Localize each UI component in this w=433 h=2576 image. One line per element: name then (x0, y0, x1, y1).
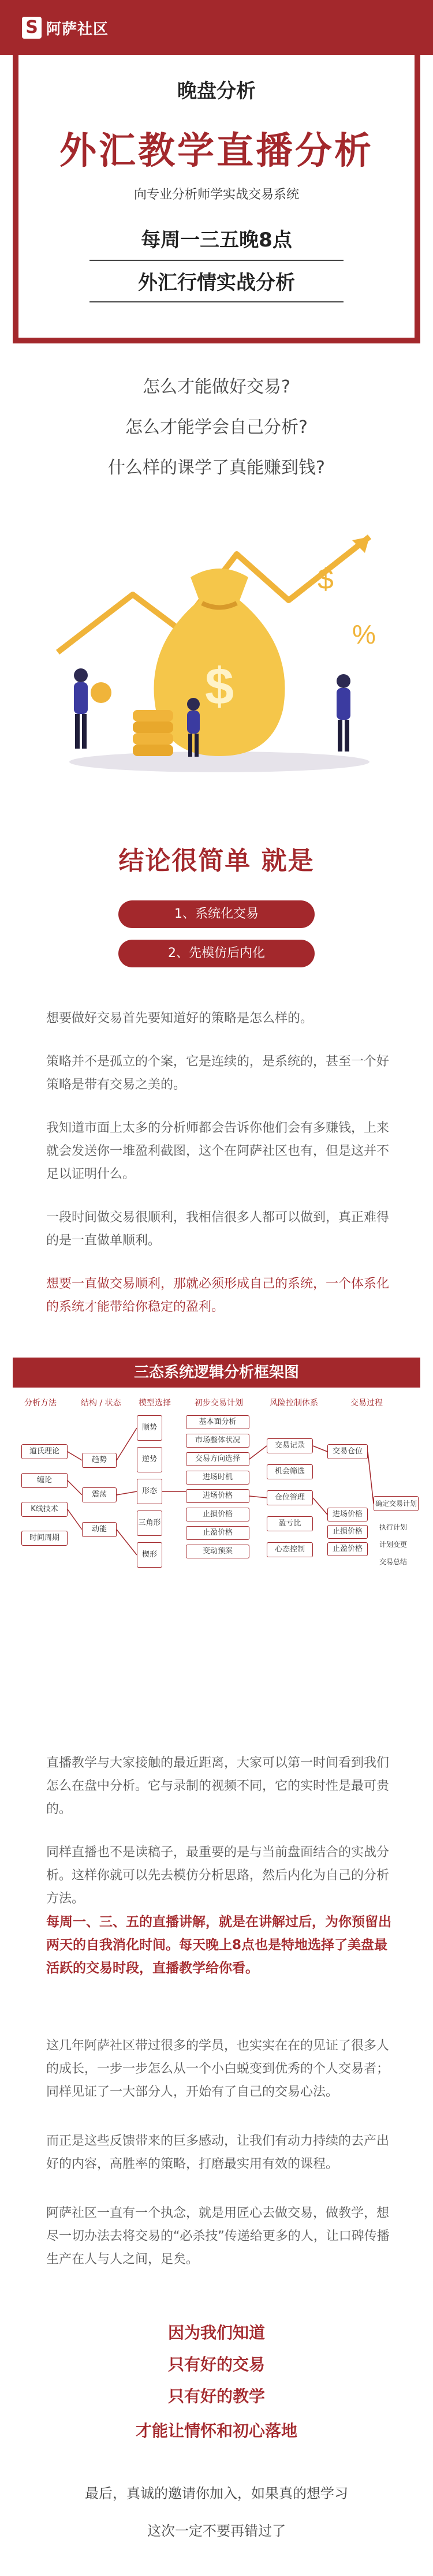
framework-box: 形态 (137, 1479, 162, 1504)
header-subtitle: 晚盘分析 (177, 80, 256, 103)
closing-line: 才能让情怀和初心落地 (135, 2421, 297, 2440)
framework-box: 三角形 (137, 1511, 162, 1536)
body-paragraph: 直播教学与大家接触的最近距离，大家可以第一时间看到我们怎么在盘中分析。它与录制的视频不同，它的实时性是最可贵的。 (46, 1756, 390, 1816)
framework-box: 趋势 (82, 1453, 117, 1468)
framework-box: K线技术 (21, 1502, 68, 1517)
divider (89, 260, 344, 261)
framework-box: 顺势 (137, 1415, 162, 1441)
closing-line: 只有好的教学 (167, 2387, 265, 2406)
column-heading: 模型选择 (139, 1399, 171, 1408)
question-3: 什么样的课学了真能赚到钱? (108, 458, 325, 478)
coin-stack-icon (133, 710, 173, 756)
framework-box: 止损价格 (327, 1525, 368, 1539)
column-heading: 分析方法 (24, 1399, 57, 1408)
column-heading: 风险控制体系 (270, 1399, 318, 1408)
framework-title: 三态系统逻辑分析框架图 (13, 1358, 420, 1388)
header-focus: 外汇行情实战分析 (138, 271, 295, 294)
body-paragraph: 同样直播也不是读稿子，最重要的是与当前盘面结合的实战分析。这样你就可以先去模仿分析思路，然后内化为自己的分析方法。 (46, 1845, 390, 1906)
framework-box: 市场整体状况 (186, 1434, 249, 1448)
question-2: 怎么才能学会自己分析? (125, 417, 308, 438)
framework-box: 仓位管理 (267, 1490, 313, 1505)
body-paragraph: 阿萨社区一直有一个执念，就是用匠心去做交易，做教学，想尽一切办法去将交易的“必杀技”传递给更多的人，让口碑传播生产在人与人之间，足矣。 (46, 2206, 390, 2267)
framework-box: 动能 (82, 1522, 117, 1537)
framework-box: 交易记录 (267, 1438, 313, 1453)
framework-box: 进场时机 (186, 1471, 249, 1485)
header-tagline: 向专业分析师学实战交易系统 (133, 188, 299, 202)
framework-box: 止盈价格 (327, 1542, 368, 1556)
logo (22, 16, 109, 39)
final-line: 这次一定不要再错过了 (147, 2523, 286, 2539)
framework-box: 基本面分析 (186, 1415, 249, 1429)
framework-box: 交易方向选择 (186, 1452, 249, 1466)
money-bag-illustration (46, 519, 393, 779)
framework-box: 缠论 (21, 1473, 68, 1488)
framework-box: 变动预案 (186, 1545, 249, 1558)
body-paragraph: 想要做好交易首先要知道好的策略是怎么样的。 (46, 1011, 313, 1026)
question-1: 怎么才能做好交易? (143, 377, 290, 397)
framework-diagram (13, 1358, 420, 1658)
framework-box: 进场价格 (327, 1508, 368, 1521)
framework-box: 逆势 (137, 1447, 162, 1472)
dollar-sign-icon: $ (318, 563, 334, 595)
closing-line: 因为我们知道 (167, 2323, 265, 2342)
column-heading: 交易过程 (350, 1399, 383, 1408)
person-left-icon (74, 668, 88, 749)
framework-box: 楔形 (137, 1542, 162, 1568)
framework-box: 道氏理论 (21, 1444, 68, 1459)
framework-box: 进场价格 (186, 1489, 249, 1503)
final-line: 最后，真诚的邀请你加入，如果真的想学习 (85, 2485, 348, 2502)
dollar-icon: $ (204, 658, 234, 716)
framework-label: 执行计划 (379, 1523, 408, 1531)
framework-box: 交易仓位 (327, 1444, 368, 1459)
column-heading: 初步交易计划 (195, 1399, 243, 1408)
point-pill: 2、先模仿后内化 (118, 940, 315, 967)
percent-sign-icon: % (352, 619, 376, 649)
framework-box: 盈亏比 (267, 1516, 313, 1531)
framework-box: 心态控制 (267, 1542, 313, 1557)
point-pill: 1、系统化交易 (118, 900, 315, 928)
conclusion-heading: 结论很简单 就是 (118, 846, 315, 876)
body-paragraph: 这几年阿萨社区带过很多的学员，也实实在在的见证了很多人的成长，一步一步怎么从一个小白蜕变到优秀的个人交易者；同样见证了一大部分人，开始有了自己的交易心法。 (46, 2039, 390, 2099)
highlight-paragraph: 每周一、三、五的直播讲解，就是在讲解过后，为你预留出两天的自我消化时间。每天晚上8点也是特地选择了美盘最活跃的交易时段，直播教学给你看。 (46, 1915, 391, 1976)
body-paragraph: 策略并不是孤立的个案，它是连续的，是系统的，甚至一个好策略是带有交易之美的。 (46, 1055, 390, 1092)
person-right-icon (337, 674, 350, 752)
framework-box: 机会筛选 (267, 1464, 313, 1479)
logo-text: 阿萨社区 (46, 20, 109, 38)
framework-box: 震荡 (82, 1487, 117, 1502)
bag-top-icon (191, 569, 248, 603)
coin-icon (91, 682, 111, 703)
body-paragraph: 我知道市面上太多的分析师都会告诉你他们会有多赚钱，上来就会发送你一堆盈利截图，这个在阿萨社区也有，但是这并不足以证明什么。 (46, 1121, 390, 1182)
logo-mark: S (22, 17, 42, 39)
framework-label: 交易总结 (379, 1558, 408, 1566)
closing-line: 只有好的交易 (167, 2355, 265, 2374)
body-paragraph: 一段时间做交易很顺利，我相信很多人都可以做到，真正难得的是一直做单顺利。 (46, 1210, 390, 1248)
framework-box: 止损价格 (186, 1508, 249, 1521)
framework-box: 时间周期 (21, 1531, 68, 1546)
framework-box: 止盈价格 (186, 1526, 249, 1540)
header-schedule: 每周一三五晚8点 (141, 229, 292, 252)
body-paragraph: 而正是这些反馈带来的巨多感动，让我们有动力持续的去产出好的内容，高胜率的策略，打磨最实用有效的课程。 (46, 2134, 390, 2171)
page-title: 外汇教学直播分析 (59, 130, 374, 173)
column-heading: 结构 / 状态 (81, 1399, 121, 1408)
highlight-paragraph: 想要一直做交易顺利，那就必须形成自己的系统，一个体系化的系统才能带给你稳定的盈利。 (46, 1277, 390, 1314)
divider (89, 301, 344, 302)
framework-label: 计划变更 (379, 1541, 408, 1549)
framework-connectors (13, 1358, 420, 1658)
framework-box: 确定交易计划 (374, 1496, 419, 1511)
